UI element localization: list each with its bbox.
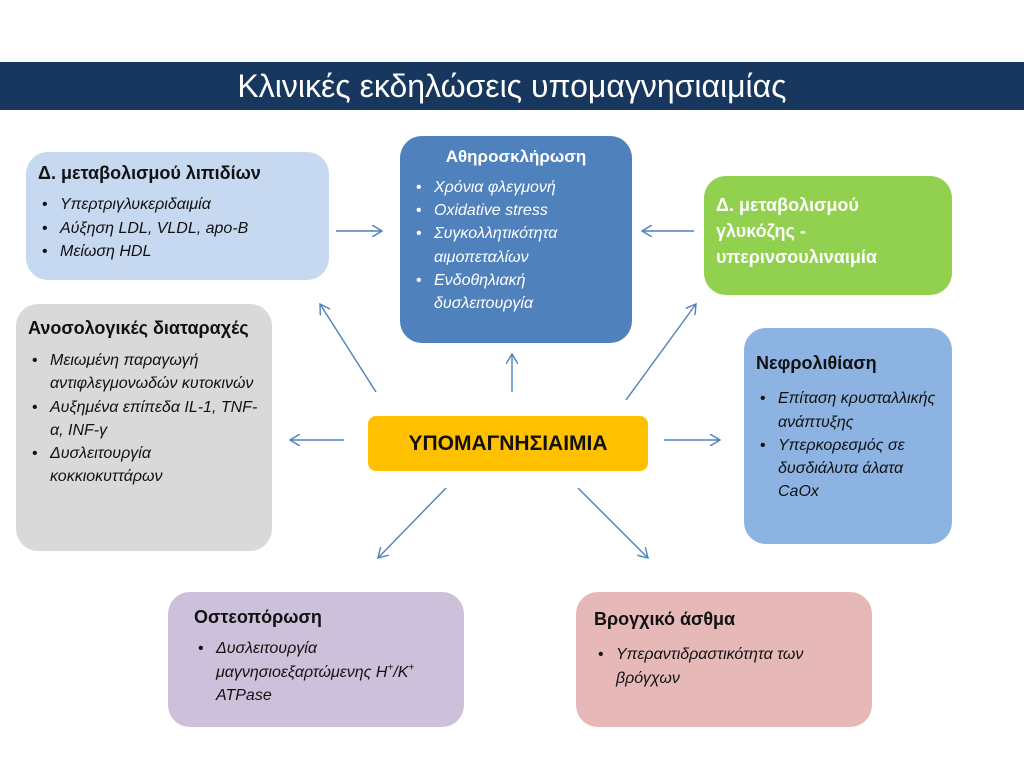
nephrolithiasis-box [744, 328, 952, 544]
list-item: • Υπερτριγλυκεριδαιμία [60, 193, 317, 216]
lipid-list [38, 193, 317, 263]
list-item: • Ενδοθηλιακή δυσλειτουργία [434, 269, 620, 315]
list-item: • Υπερκορεσμός σε δυσδιάλυτα άλατα CaOx [778, 434, 940, 504]
list-item: • Συγκολλητικότητα αιμοπεταλίων [434, 222, 620, 268]
osteo-item-k: /K [393, 663, 409, 681]
arrow-center-to-osteo [378, 488, 446, 558]
bronchial-asthma-box [576, 592, 872, 727]
glucose-heading: Δ. μεταβολισμού γλυκόζης - υπερινσουλιναιμία [716, 195, 877, 268]
lipid-metabolism-box [26, 152, 329, 280]
superscript-plus: + [387, 662, 394, 674]
list-item: • Δυσλειτουργία κοκκιοκυττάρων [50, 442, 260, 488]
list-item: • Επίταση κρυσταλλικής ανάπτυξης [778, 387, 940, 433]
osteoporosis-box [168, 592, 464, 727]
kidney-heading: Νεφρολιθίαση [756, 353, 877, 373]
list-item [216, 637, 452, 707]
list-item: • Αυξημένα επίπεδα IL-1, TNF-α, INF-γ [50, 396, 260, 442]
athero-heading: Αθηροσκλήρωση [445, 147, 587, 166]
osteo-item-atpase: ATPase [216, 686, 272, 704]
athero-list [412, 176, 620, 315]
slide-title: Κλινικές εκδηλώσεις υπομαγνησιαιμίας [0, 62, 1024, 110]
immune-list [28, 349, 260, 488]
asthma-list [594, 643, 860, 689]
kidney-list [756, 387, 940, 503]
osteo-item-text: Δυσλειτουργία μαγνησιοεξαρτώμενης H [216, 640, 388, 681]
immune-disorders-box [16, 304, 272, 551]
superscript-plus: + [408, 662, 415, 674]
asthma-heading: Βρογχικό άσθμα [594, 609, 736, 629]
list-item: • Μειωμένη παραγωγή αντιφλεγμονωδών κυτοκινών [50, 349, 260, 395]
lipid-heading: Δ. μεταβολισμού λιπιδίων [38, 163, 261, 183]
list-item: • Μείωση HDL [60, 240, 317, 263]
osteo-list [194, 637, 452, 707]
hypomagnesemia-center-box: ΥΠΟΜΑΓΝΗΣΙΑΙΜΙΑ [368, 416, 648, 471]
arrow-center-to-lipid [320, 304, 376, 392]
glucose-metabolism-box [704, 176, 952, 295]
arrow-center-to-asthma [578, 488, 648, 558]
list-item: • Oxidative stress [434, 199, 620, 222]
list-item: • Υπεραντιδραστικότητα των βρόγχων [616, 643, 860, 689]
atherosclerosis-box [400, 136, 632, 343]
arrow-center-to-glucose [626, 304, 696, 400]
list-item: • Χρόνια φλεγμονή [434, 176, 620, 199]
list-item: • Αύξηση LDL, VLDL, apo-B [60, 217, 317, 240]
immune-heading: Ανοσολογικές διαταραχές [28, 318, 249, 338]
osteo-heading: Οστεοπόρωση [194, 607, 322, 627]
